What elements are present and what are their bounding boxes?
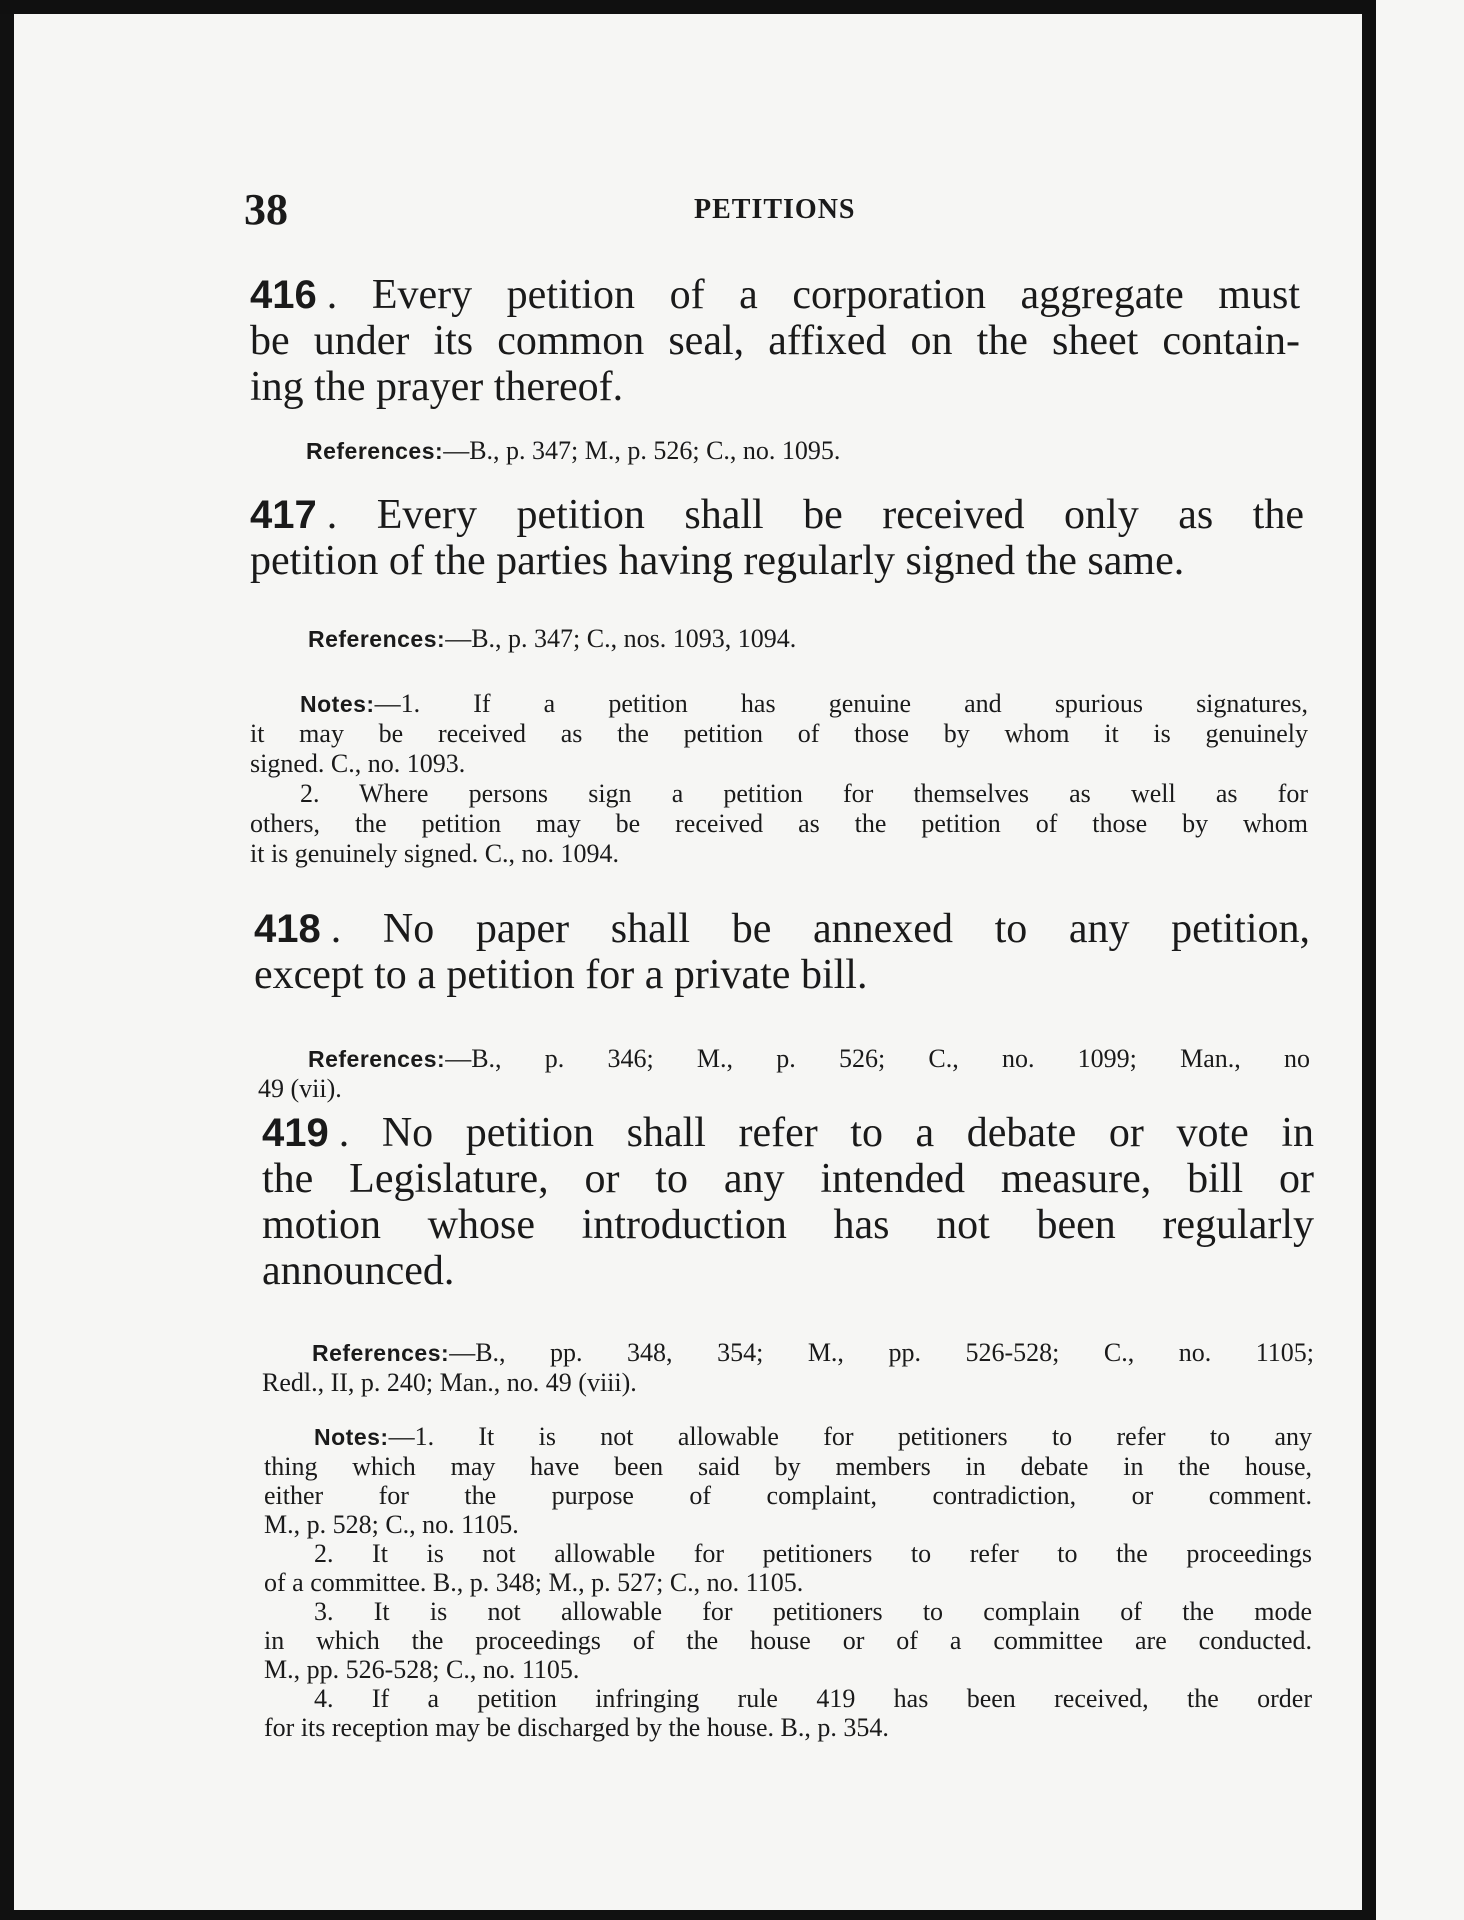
references-label: References: [312,1340,450,1366]
notes-text: —1. It is not allowable for petitioners to refer to any [388,1422,1312,1451]
rule-number: 416 [250,273,317,317]
rule-419 [262,1110,1314,1294]
notes-line [264,1422,1312,1452]
rule-418-references [258,1044,1310,1104]
rule-text: . No petition shall refer to a debate or vote in [338,1110,1314,1156]
references-text: —B., pp. 348, 354; M., pp. 526-528; C., no. 1105; [449,1338,1314,1367]
rule-419-references [262,1338,1314,1398]
rule-line [262,1110,1314,1156]
section-title: PETITIONS [694,194,856,225]
rule-number: 418 [254,907,321,951]
rule-line: petition of the parties having regularly signed the same. [250,538,1185,584]
references-label: References: [306,438,444,464]
rule-number: 419 [262,1111,329,1155]
references-label: References: [308,1046,446,1072]
references-line: 49 (vii). [258,1074,342,1103]
notes-line: either for the purpose of complaint, contradiction, or comment. [264,1481,1312,1510]
notes-line: others, the petition may be received as the petition of those by whom [250,809,1308,838]
notes-line: M., p. 528; C., no. 1105. [264,1510,519,1539]
notes-line: it is genuinely signed. C., no. 1094. [250,839,620,868]
references-line [262,1338,1314,1368]
adjacent-page-strip [1370,0,1464,1920]
rule-line: motion whose introduction has not been regularly [262,1202,1314,1248]
references-text: —B., p. 347; M., p. 526; C., no. 1095. [443,436,841,465]
references-label: References: [308,626,446,652]
references-text: —B., p. 346; M., p. 526; C., no. 1099; Man., no [445,1044,1310,1073]
notes-line: 4. If a petition infringing rule 419 has been received, the order [314,1684,1312,1713]
rule-417-references [308,624,1308,654]
references-line [308,624,1308,654]
scan-top-border [0,0,1464,14]
document-page [14,14,1362,1910]
notes-line [250,689,1308,719]
rule-line [254,906,1310,952]
rule-line: be under its common seal, affixed on the sheet contain- [250,318,1300,364]
running-head [244,184,1324,244]
rule-line: the Legislature, or to any intended measure, bill or [262,1156,1314,1202]
notes-line: signed. C., no. 1093. [250,749,466,778]
references-line [306,436,1306,466]
rule-416 [250,272,1300,410]
notes-line: M., pp. 526-528; C., no. 1105. [264,1655,580,1684]
rule-line: except to a petition for a private bill. [254,952,868,998]
rule-text: . Every petition of a corporation aggregate must [326,272,1300,318]
notes-line: in which the proceedings of the house or of a committee are conducted. [264,1626,1312,1655]
rule-416-references [306,436,1306,466]
page-gutter [1370,0,1376,1920]
notes-line: for its reception may be discharged by the house. B., p. 354. [264,1713,889,1742]
notes-label: Notes: [314,1424,389,1450]
rule-text: . No paper shall be annexed to any petition, [330,906,1310,952]
rule-417 [250,492,1304,584]
rule-line [250,272,1300,318]
rule-418 [254,906,1310,998]
rule-number: 417 [250,493,317,537]
rule-line: announced. [262,1248,455,1294]
rule-line [250,492,1304,538]
notes-line: 2. It is not allowable for petitioners to refer to the proceedings [314,1539,1312,1568]
notes-line: 2. Where persons sign a petition for themselves as well as for [300,779,1308,808]
notes-line: it may be received as the petition of those by whom it is genuinely [250,719,1308,748]
references-line: Redl., II, p. 240; Man., no. 49 (viii). [262,1368,637,1397]
notes-line: 3. It is not allowable for petitioners to complain of the mode [314,1597,1312,1626]
rule-line: ing the prayer thereof. [250,364,624,410]
notes-label: Notes: [300,691,375,717]
notes-line: of a committee. B., p. 348; M., p. 527; C., no. 1105. [264,1568,804,1597]
references-line [258,1044,1310,1074]
rule-419-notes [264,1422,1312,1742]
page-number: 38 [244,185,288,234]
notes-text: —1. If a petition has genuine and spurious signatures, [374,689,1308,718]
rule-text: . Every petition shall be received only as the [326,492,1304,538]
references-text: —B., p. 347; C., nos. 1093, 1094. [445,624,797,653]
notes-line: thing which may have been said by members in debate in the house, [264,1452,1312,1481]
rule-417-notes [250,689,1308,869]
